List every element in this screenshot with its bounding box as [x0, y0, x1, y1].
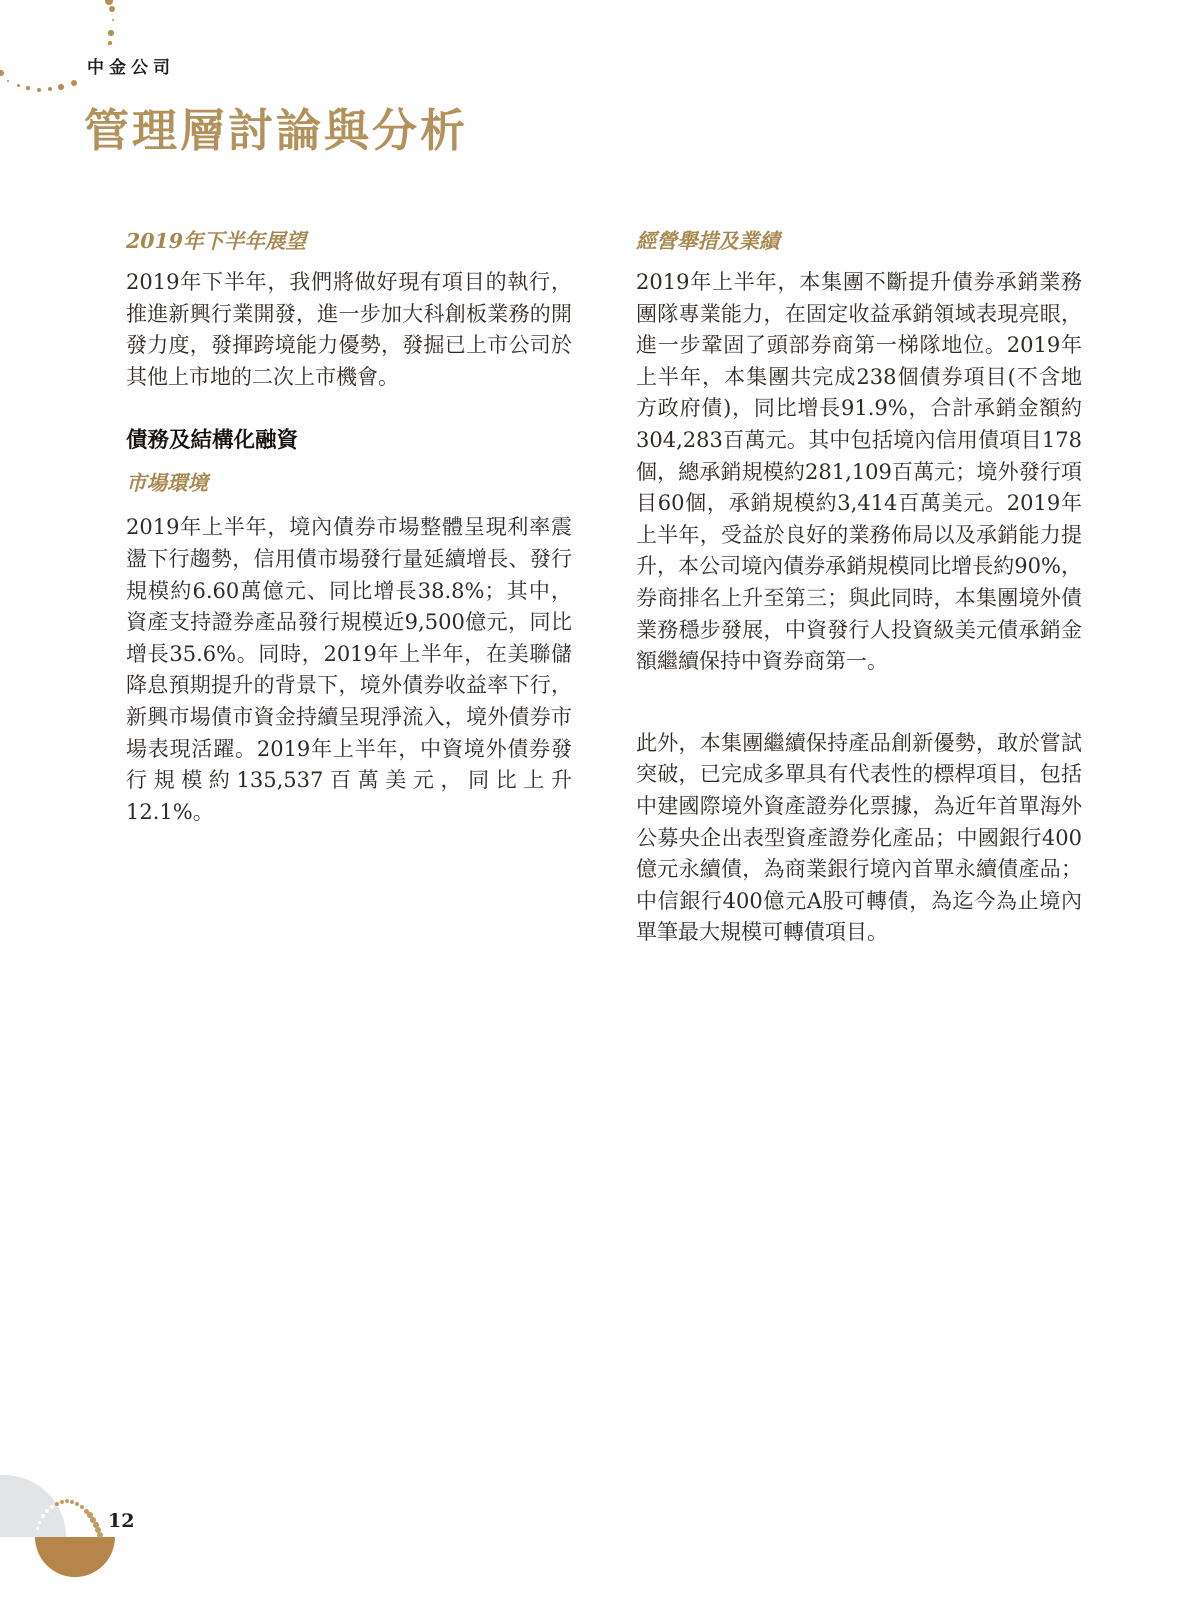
decorative-dot	[41, 1514, 44, 1517]
decorative-dot	[0, 70, 4, 76]
decorative-dot	[65, 1499, 69, 1503]
paragraph-operations-1: 2019年上半年，本集團不斷提升債券承銷業務團隊專業能力，在固定收益承銷領域表現亮眼，進一步鞏固了頭部券商第一梯隊地位。2019年上半年，本集團共完成238個債券項目(不含地方政府債)，同比增長91.9%，合計承銷金額約304,283百萬元。其中包括境內信用債項目178個，總承銷規模約281,109百萬元；境外發行項目60個，承銷規模約3,414百萬美元。2019年上半年，受益於良好的業務佈局以及承銷能力提升，本公司境內債券承銷規模同比增長約90%，券商排名上升至第三；與此同時，本集團境外債業務穩步發展，中資發行人投資級美元債承銷金額繼續保持中資券商第一。	[636, 270, 1082, 674]
decorative-dot	[7, 80, 10, 83]
decorative-dot	[71, 80, 77, 86]
decorative-dot	[45, 1509, 48, 1512]
section-heading-debt-structured-finance: 債務及結構化融資	[126, 428, 299, 454]
decorative-dot	[112, 19, 115, 22]
decorative-dot	[60, 1500, 64, 1504]
page-title: 管理層討論與分析	[84, 104, 469, 157]
company-logo-text: 中金公司	[87, 58, 175, 78]
page-number: 12	[108, 1510, 135, 1532]
decorative-dot	[108, 41, 111, 44]
decorative-dot	[26, 86, 30, 90]
gray-semicircle-decoration	[0, 1475, 66, 1537]
decorative-dot	[37, 88, 41, 92]
left-column	[126, 227, 572, 949]
decorative-dot	[50, 1505, 54, 1509]
decorative-dot	[48, 87, 53, 92]
paragraph-operations-2: 此外，本集團繼續保持產品創新優勢，敢於嘗試突破，已完成多單具有代表性的標桿項目，包括中建國際境外資產證券化票據，為近年首單海外公募央企出表型資產證券化產品；中國銀行400億元永續債，為商業銀行境內首單永續債產品；中信銀行400億元A股可轉債，為迄今為止境內單筆最大規模可轉債項目。	[636, 730, 1082, 945]
content-columns	[126, 227, 1082, 949]
decorative-dot	[38, 1521, 41, 1524]
decorative-dot	[108, 30, 113, 35]
section-heading-market-environment: 市場環境	[126, 471, 208, 496]
decorative-dot	[97, 1532, 103, 1538]
decorative-dot	[36, 1527, 39, 1530]
section-heading-operations-results: 經營舉措及業績	[636, 229, 780, 253]
right-column	[636, 227, 1082, 949]
decorative-dot	[70, 1500, 74, 1504]
section-heading-outlook-2h2019: 2019年下半年展望	[126, 229, 307, 253]
paragraph-market-environment: 2019年上半年，境內債券市場整體呈現利率震盪下行趨勢，信用債市場發行量延續增長、發行規模約6.60萬億元、同比增長38.8%；其中，資產支持證券產品發行規模近9,500億元，同比增長35.6%。同時，2019年上半年，在美聯儲降息預期提升的背景下，境外債券收益率下行，新興市場債市資金持續呈現淨流入，境外債券市場表現活躍。2019年上半年，中資境外債券發行規模約135,537百萬美元，同比上升12.1%。	[126, 515, 572, 824]
decorative-dot	[17, 84, 20, 87]
decorative-dot	[105, 0, 114, 5]
decorative-dot	[75, 1502, 80, 1507]
gold-semicircle-decoration	[35, 1537, 115, 1577]
decorative-dot	[109, 6, 115, 12]
decorative-dot	[55, 1502, 59, 1506]
decorative-dot	[58, 84, 63, 89]
decorative-dot	[80, 1505, 85, 1510]
paragraph-outlook: 2019年下半年，我們將做好現有項目的執行，推進新興行業開發，進一步加大科創板業務的開發力度，發揮跨境能力優勢，發掘已上市公司於其他上市地的二次上市機會。	[126, 270, 572, 389]
